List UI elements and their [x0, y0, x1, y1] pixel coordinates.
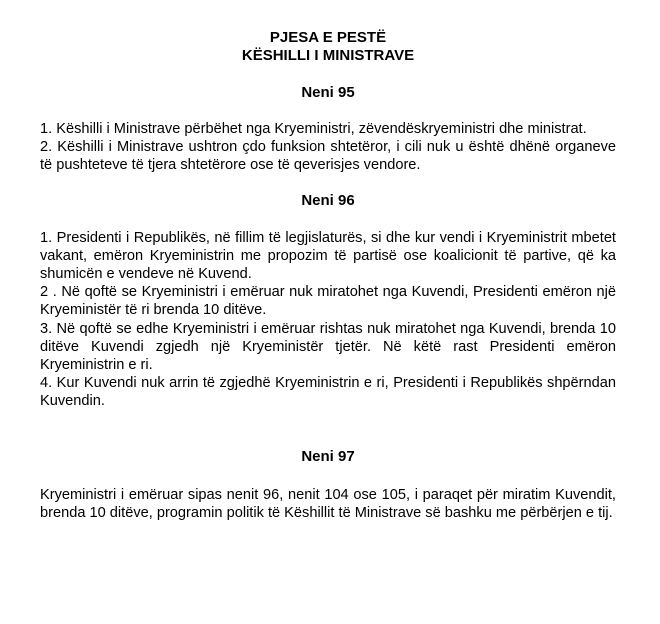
article-95-paragraph-2: 2. Këshilli i Ministrave ushtron çdo funksion shtetëror, i cili nuk u është dhënë organeve të pushteteve të tjera shtetërore ose të qeverisjes vendore. — [40, 139, 616, 174]
part-number: PJESA E PESTË — [269, 29, 387, 46]
part-heading — [40, 29, 616, 65]
article-96-title: Neni 96 — [301, 191, 355, 209]
article-97-paragraph-1: Kryeministri i emëruar sipas nenit 96, nenit 104 ose 105, i paraqet për miratim Kuvendit, brenda 10 ditëve, programin politik të Këshillit të Ministrave së bashku me përbërjen e tij. — [40, 486, 616, 521]
article-95-paragraph-1: 1. Këshilli i Ministrave përbëhet nga Kryeministri, zëvendëskryeministri dhe ministrat. — [40, 121, 587, 137]
article-96-paragraph-1: 1. Presidenti i Republikës, në fillim të legjislaturës, si dhe kur vendi i Kryeministrit mbetet vakant, emëron Kryeministrin me propozim të partisë ose koalicionit të partive, që ka shumicën e vendeve në Kuvend. — [40, 229, 616, 283]
article-97-title: Neni 97 — [301, 447, 355, 465]
article-96-paragraph-2: 2 . Në qoftë se Kryeministri i emëruar nuk miratohet nga Kuvendi, Presidenti emëron një Kryeministër të ri brenda 10 ditëve. — [40, 284, 616, 319]
article-96-body — [40, 229, 616, 411]
article-97-body — [40, 486, 616, 522]
article-96-paragraph-4: 4. Kur Kuvendi nuk arrin të zgjedhë Kryeministrin e ri, Presidenti i Republikës shpërndan Kuvendin. — [40, 375, 616, 410]
article-95-title: Neni 95 — [301, 84, 355, 101]
part-title: KËSHILLI I MINISTRAVE — [241, 47, 415, 64]
article-96-paragraph-3: 3. Në qoftë se edhe Kryeministri i emëruar rishtas nuk miratohet nga Kuvendi, brenda 10 ditëve Kuvendi zgjedh një Kryeministër tjetër. Në këtë rast Presidenti emëron Kryeministrin e ri. — [40, 320, 616, 374]
document-page — [40, 0, 616, 522]
article-95-body — [40, 120, 616, 175]
